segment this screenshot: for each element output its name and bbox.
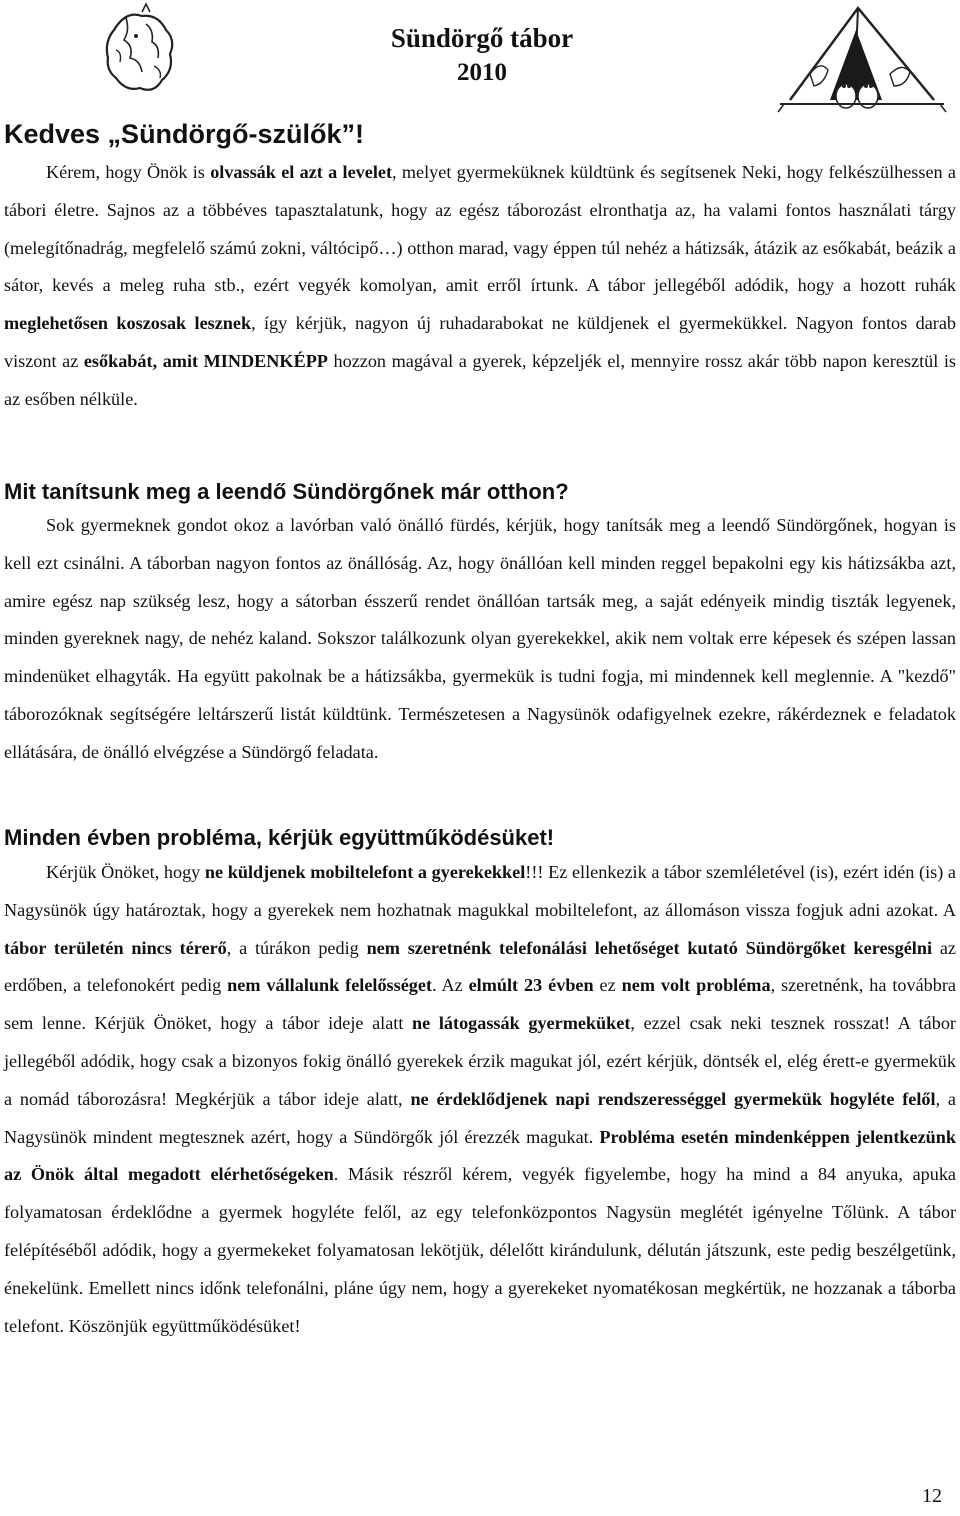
text-run: , ezzel csak neki tesznek rosszat! A tábor jellegéből adódik, hogy csak a bizonyos fokig önálló gyerekek érzik magukat jól, ezért kérjük, döntsék el, elég érett-e gyermekük a nomád táborozásra! Megkérjük a tábor ideje alatt, xyxy=(4,1013,956,1109)
header-title: Sündörgő tábor xyxy=(390,23,574,53)
text-run: az erdőben, a telefonokért pedig xyxy=(4,937,956,996)
emphasis-run: esőkabát, amit MINDENKÉPP xyxy=(83,350,328,371)
text-run: , így kérjük, nagyon új ruhadarabokat ne küldjenek el gyermekükkel. Nagyon fontos darab viszont az xyxy=(4,313,956,371)
text-run: hozzon magával a gyerek, képzeljék el, mennyire rossz akár több napon keresztül is az esőben nélküle. xyxy=(4,350,956,409)
text-run: Kérem, hogy Önök is xyxy=(46,162,211,182)
hedgehog-map-logo-icon xyxy=(96,0,178,98)
home-skills-paragraph xyxy=(4,507,956,772)
phone-policy-paragraph xyxy=(4,854,956,1345)
text-run: , melyet gyermeküknek küldtünk és segítsenek Neki, hogy felkészülhessen a tábori életre. Sajnos az a többéves tapasztalatunk, hogy az egész táborozást elronthatja az, ha valami fontos használati tárgy (melegítőnadrág, megfelelő számú zokni, váltócipő…) otthon marad, vagy éppen túl nehéz a hátizsák, átázik az esőkabát, beázik a sátor, kevés a meleg ruha stb., ezért vegyék komolyan, amit erről írtunk. A tábor jellegéből adódik, hogy a hozott ruhák xyxy=(4,162,956,296)
text-run: , a túrákon pedig xyxy=(226,937,367,958)
intro-paragraph xyxy=(4,154,956,419)
emphasis-run: ne érdeklődjenek napi rendszerességgel gyermekük hogyléte felől xyxy=(410,1088,936,1109)
emphasis-run: tábor területén nincs térerő xyxy=(4,937,227,958)
tent-camp-logo-icon xyxy=(770,0,950,118)
salutation-heading: Kedves „Sündörgő-szülők”! xyxy=(4,119,365,149)
text-run: Sok gyermeknek gondot okoz a lavórban való önálló fürdés, kérjük, hogy tanítsák meg a leendő Sündörgőnek, hogyan is kell ezt csinálni. A táborban nagyon fontos az önállóság. Az, hogy önállóan kell minden reggel bepakolni egy kis hátizsákba azt, amire egész nap szükség lesz, hogy a sátorban ésszerű rendet önállóan tartsák meg, a saját edényeik mindig tiszták legyenek, minden gyereknek nagy, de nehéz kaland. Sokszor találkozunk olyan gyerekekkel, akik nem voltak erre képesek és szépen lassan mindenüket elhagyták. Ha együtt pakolnak be a hátizsákba, gyermekük is tudni fogja, mi mindennek kell meglennie. A "kezdő" táborozóknak segítségére leltárszerű listát küldtünk. Természetesen a Nagysünök odafigyelnek ezekre, rákérdeznek e feladatok ellátására, de önálló elvégzése a Sündörgő feladata. xyxy=(4,515,956,762)
header-year: 2010 xyxy=(457,59,507,86)
page-number: 12 xyxy=(922,1485,942,1507)
text-run: . Az xyxy=(432,975,469,996)
text-run: . Másik részről kérem, vegyék figyelembe, hogy ha mind a 84 anyuka, apuka folyamatosan érdeklődne a gyermek hogyléte felől, az egy telefonközpontos Nagysün meglétét igényelne Tőlünk. A tábor felépítéséből adódik, hogy a gyermekeket folyamatosan lekötjük, délelőtt kirándulunk, délután játszunk, este pedig beszélgetünk, énekelünk. Emellett nincs időnk telefonálni, pláne úgy nem, hogy a gyerekeket nyomatékosan megkértük, ne hozzanak a táborba telefont. Köszönjük együttműködésüket! xyxy=(4,1164,956,1336)
emphasis-run: elmúlt 23 évben xyxy=(468,975,594,996)
text-run: ez xyxy=(593,975,622,996)
section-heading-cooperation: Minden évben probléma, kérjük együttműködésüket! xyxy=(4,825,555,850)
emphasis-run: meglehetősen koszosak lesznek xyxy=(4,313,252,334)
text-run: Kérjük Önöket, hogy xyxy=(46,862,205,882)
emphasis-run: ne küldjenek mobiltelefont a gyerekekkel xyxy=(204,862,526,882)
section-heading-home-skills: Mit tanítsunk meg a leendő Sündörgőnek már otthon? xyxy=(4,479,569,504)
text-run: !!! Ez ellenkezik a tábor szemléletével (is), ezért idén (is) a Nagysünök úgy határoztak, hogy a gyerekek nem hozhatnak magukkal mobiltelefont, az állomáson vissza fogjuk adni azokat. A xyxy=(4,862,957,920)
text-run: , a Nagysünök mindent megtesznek azért, hogy a Sündörgők jól érezzék magukat. xyxy=(4,1088,956,1147)
emphasis-run: nem szeretnénk telefonálási lehetőséget kutató Sündörgőket keresgélni xyxy=(366,937,933,958)
emphasis-run: nem vállalunk felelősséget xyxy=(227,975,432,996)
emphasis-run: olvassák el azt a levelet xyxy=(210,162,393,182)
emphasis-run: ne látogassák gyermeküket xyxy=(412,1013,631,1034)
text-run: , szeretnénk, ha továbbra sem lenne. Kérjük Önöket, hogy a tábor ideje alatt xyxy=(4,975,956,1034)
emphasis-run: nem volt probléma xyxy=(621,975,771,996)
emphasis-run: Probléma esetén mindenképpen jelentkezünk az Önök által megadott elérhetőségeken xyxy=(4,1126,956,1185)
